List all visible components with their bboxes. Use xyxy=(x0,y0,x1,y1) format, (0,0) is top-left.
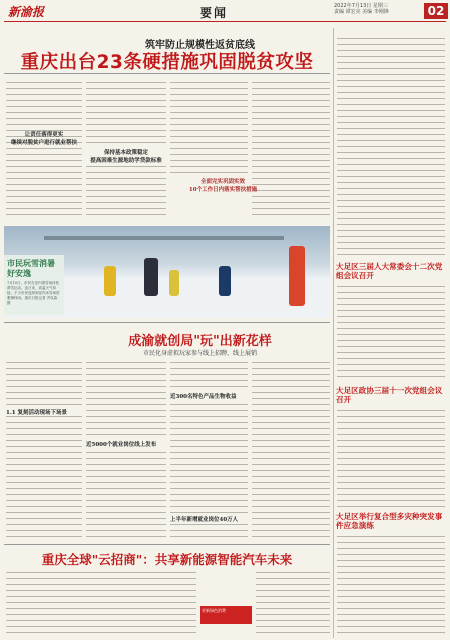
section-title: 要闻 xyxy=(200,6,229,20)
date-line: 2022年7月13日 星期三 xyxy=(334,3,388,9)
right-body-3 xyxy=(337,408,445,508)
feature-body-col-2 xyxy=(86,360,166,540)
right-body-1 xyxy=(337,36,445,256)
right-headline-1: 大足区三届人大常委会十二次党组会议召开 xyxy=(336,262,443,280)
pullquote-line-1: 全面完实巩固实效 xyxy=(200,179,245,185)
masthead xyxy=(4,2,446,22)
lead-headline: 重庆出台23条硬措施巩固脱贫攻坚 xyxy=(20,52,314,73)
lead-subhead-b2: 提高困难生源地助学贷款标准 xyxy=(86,156,166,164)
right-body-4 xyxy=(337,534,445,636)
photo-person xyxy=(144,258,158,296)
photo-person xyxy=(219,266,231,296)
divider xyxy=(4,544,330,545)
column-divider xyxy=(333,28,334,638)
feature-body-col-3 xyxy=(170,360,248,540)
photo-person xyxy=(169,270,179,296)
bottom-body xyxy=(6,570,196,636)
lead-body-col-3 xyxy=(170,80,248,175)
photo-beam xyxy=(44,236,284,240)
feature-body-col-1 xyxy=(6,360,82,540)
caption-title: 市民玩雪消暑好安逸 xyxy=(7,258,55,278)
lead-subhead-b: 保持基本政策稳定 xyxy=(86,148,166,156)
feature-section-2: 近300名特色产品生物收益 xyxy=(170,392,248,400)
feature-headline: 成渝就创局"玩"出新花样 xyxy=(128,334,272,349)
ad-banner xyxy=(200,606,252,624)
right-headline-3: 大足区举行复合型多灾种突发事件应急演练 xyxy=(336,512,443,530)
feature-section-1: 1.1 复刻活动现场下场景 xyxy=(6,408,82,416)
lead-subhead-a: 让责任落得更实 xyxy=(24,132,64,138)
bottom-headline: 重庆全球"云招商"：共享新能源智能汽车未来 xyxy=(41,552,293,567)
pullquote-line-2: 10个工作日内落实帮扶措施 xyxy=(188,187,258,193)
feature-subhead: 市民化身虚拟玩家参与线上招聘、线上展销 xyxy=(142,350,257,357)
right-body-2 xyxy=(337,284,445,382)
photo-person xyxy=(104,266,116,296)
editor-line: 责编 谭宏亮 美编 李刚锋 xyxy=(334,9,389,15)
lead-kicker: 筑牢防止规模性返贫底线 xyxy=(145,40,255,51)
bottom-body-2 xyxy=(256,570,330,636)
photo-caption xyxy=(4,255,64,315)
date-info xyxy=(334,3,414,15)
divider xyxy=(4,73,330,74)
divider xyxy=(4,322,330,323)
feature-section-3: 近5000个就业岗位线上发布 xyxy=(86,440,166,448)
feature-section-4: 上半年新增就业岗位40万人 xyxy=(170,515,248,523)
lead-body-col-1 xyxy=(6,80,82,220)
page-number: 02 xyxy=(424,3,448,19)
pullquote xyxy=(170,178,276,212)
newspaper-logo: 新渝报 xyxy=(8,5,45,19)
right-headline-2: 大足区政协三届十一次党组会议召开 xyxy=(336,386,443,404)
ad-label: 更新绿色消费 xyxy=(202,608,226,613)
caption-text: 7月10日，市民在室内滑雪场体验滑雪运动。连日来，高温天气持续，不少市民选择到室内冰雪场馆避暑休闲。重庆日报记者 齐岚森 摄 xyxy=(7,281,60,305)
feature-body-col-4 xyxy=(252,360,330,540)
photo-person xyxy=(289,246,305,306)
lead-subhead-a2: 继续对脱贫户进行就业帮扶 xyxy=(10,140,77,146)
